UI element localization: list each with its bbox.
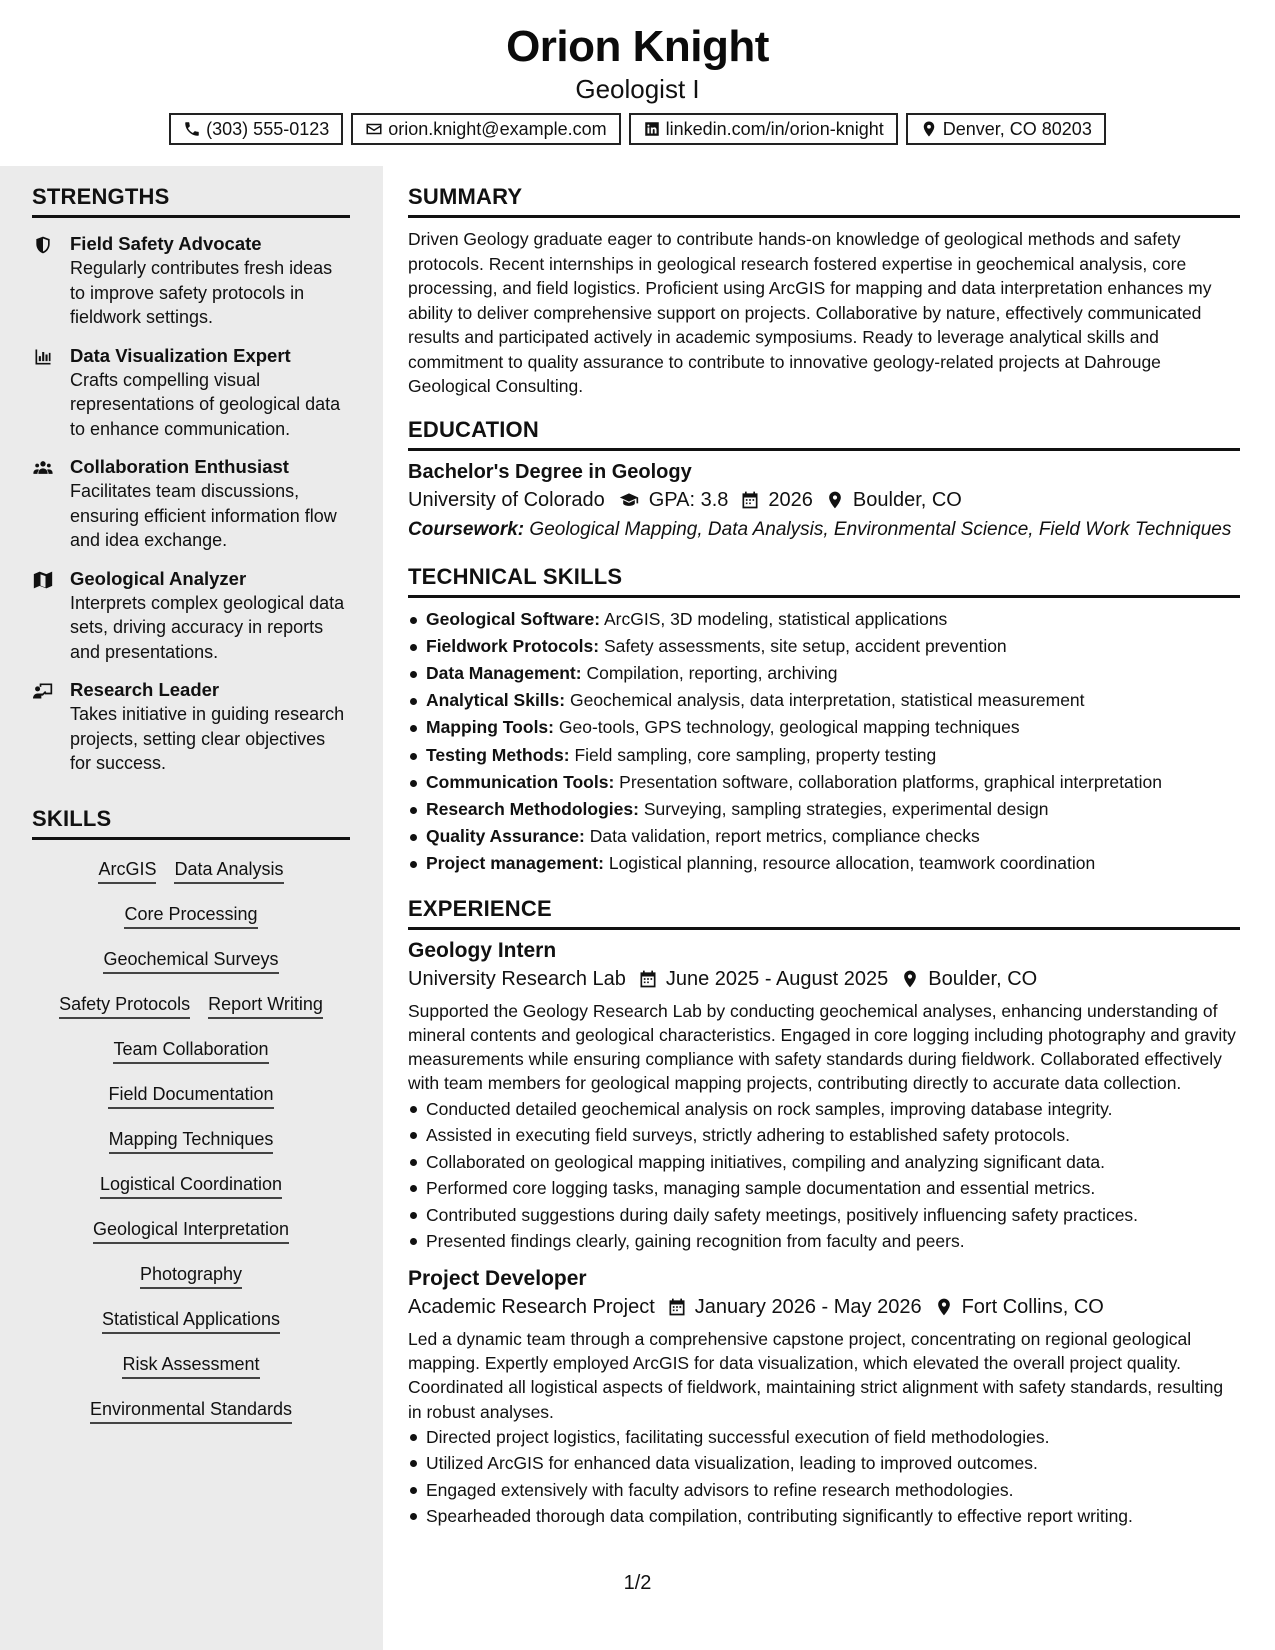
job-description: Supported the Geology Research Lab by conducting geochemical analyses, enhancing understanding of mineral contents and geological characteristics. Engaged in core logging including photography and gravity measurements while ensuring compliance with safety standards during fieldwork. Collaborated effectively with team members for geological mapping projects, contributing directly to accurate data collection. [408, 1000, 1236, 1094]
phone-icon [183, 120, 201, 138]
skill-tag: Risk Assessment [122, 1351, 259, 1379]
list-item: Contributed suggestions during daily safety meetings, positively influencing safety practices. [408, 1202, 1240, 1229]
strengths-section [32, 184, 350, 776]
education-location: Boulder, CO [852, 488, 962, 511]
strength-item [32, 232, 350, 330]
gpa: GPA: 3.8 [648, 488, 729, 511]
contact-email[interactable] [351, 113, 620, 145]
strengths-heading: STRENGTHS [32, 184, 350, 218]
map-pin-icon [825, 490, 845, 510]
degree-title: Bachelor's Degree in Geology [408, 460, 692, 483]
job-description: Led a dynamic team through a comprehensive capstone project, concentrating on regional geological mapping. Expertly employed ArcGIS for data visualization, which elevated the overall project quality. Coordinated all logistical aspects of fieldwork, maintaining strict alignment with safety standards, resulting in robust analyses. [408, 1328, 1224, 1422]
list-item [408, 660, 1240, 687]
map-icon [32, 570, 54, 590]
list-item: Assisted in executing field surveys, strictly adhering to established safety protocols. [408, 1122, 1240, 1149]
list-item: Conducted detailed geochemical analysis on rock samples, improving database integrity. [408, 1096, 1240, 1123]
map-pin-icon [920, 120, 938, 138]
job-title: Geology Intern [408, 938, 557, 962]
skill-value: Surveying, sampling strategies, experimental design [643, 798, 1049, 819]
coursework-list: Geological Mapping, Data Analysis, Environmental Science, Field Work Techniques [529, 518, 1232, 540]
shield-icon [32, 235, 54, 255]
contact-linkedin[interactable] [629, 113, 898, 145]
skill-tag: Geochemical Surveys [103, 946, 278, 974]
strength-desc: Regularly contributes fresh ideas to improve safety protocols in fieldwork settings. [70, 258, 333, 327]
bar-chart-icon [32, 347, 54, 367]
list-item [408, 714, 1240, 741]
list-item: Utilized ArcGIS for enhanced data visualization, leading to improved outcomes. [408, 1450, 1240, 1477]
skill-tag: Team Collaboration [113, 1036, 268, 1064]
candidate-name: Orion Knight [506, 22, 769, 71]
candidate-title: Geologist I [575, 74, 700, 104]
summary-text: Driven Geology graduate eager to contribute hands-on knowledge of geological methods and safety protocols. Recent internships in geological research fostered expertise in geochemical analysis, core processing, and field logistics. Proficient using ArcGIS for mapping and data interpretation enhances my ability to deliver comprehensive support on projects. Collaborative by nature, effectively communicated results and participated actively in academic symposiums. Ready to leverage analytical skills and commitment to quality assurance to contribute to innovative geology-related projects at Dahrouge Geological Consulting. [408, 229, 1212, 396]
skill-value: Compilation, reporting, archiving [586, 662, 838, 683]
list-item [408, 687, 1240, 714]
skill-label: Quality Assurance: [426, 826, 585, 847]
skills-list [32, 856, 350, 1441]
summary-heading: SUMMARY [408, 184, 1240, 218]
skill-tag: Field Documentation [108, 1081, 273, 1109]
technical-skills-heading: TECHNICAL SKILLS [408, 564, 1240, 598]
strength-title: Collaboration Enthusiast [70, 456, 289, 477]
skill-tag: Photography [140, 1261, 242, 1289]
list-item [408, 823, 1240, 850]
job-entry [408, 939, 1240, 1255]
list-item: Collaborated on geological mapping initiatives, compiling and analyzing significant data. [408, 1149, 1240, 1176]
strength-title: Data Visualization Expert [70, 344, 291, 366]
job-org: Academic Research Project [408, 1295, 655, 1318]
strength-item [32, 678, 350, 776]
list-item: Spearheaded thorough data compilation, contributing significantly to effective report writing. [408, 1503, 1240, 1530]
calendar-icon [740, 490, 760, 510]
skills-heading: SKILLS [32, 806, 350, 840]
contact-linkedin-text: linkedin.com/in/orion-knight [665, 118, 884, 139]
strength-item [32, 455, 350, 553]
main-column [383, 166, 1275, 1650]
skill-tag: Safety Protocols [59, 991, 190, 1019]
contact-phone[interactable] [169, 113, 343, 145]
skill-value: Geo-tools, GPS technology, geological mapping techniques [558, 717, 1020, 738]
map-pin-icon [934, 1297, 954, 1317]
experience-section [408, 896, 1240, 1530]
list-item [408, 606, 1240, 633]
job-bullets [408, 1424, 1240, 1530]
graduation-cap-icon [617, 490, 641, 510]
skill-tag: Logistical Coordination [100, 1171, 282, 1199]
contact-location[interactable] [906, 113, 1106, 145]
page-number: 1/2 [623, 1572, 652, 1594]
strength-title: Research Leader [70, 679, 220, 700]
strength-title: Field Safety Advocate [70, 233, 262, 254]
skill-value: ArcGIS, 3D modeling, statistical applications [603, 608, 948, 629]
skill-value: Geochemical analysis, data interpretation, statistical measurement [569, 690, 1085, 711]
sidebar [0, 166, 383, 1650]
job-dates: January 2026 - May 2026 [694, 1295, 922, 1318]
job-location: Boulder, CO [928, 967, 1038, 990]
skill-label: Fieldwork Protocols: [426, 635, 600, 656]
contact-bar [0, 113, 1275, 145]
resume-header [0, 0, 1275, 166]
skills-section [32, 806, 350, 1441]
skill-label: Research Methodologies: [426, 798, 639, 819]
skill-tag: Report Writing [208, 991, 323, 1019]
skill-label: Geological Software: [426, 608, 601, 629]
strength-title: Geological Analyzer [70, 567, 247, 589]
list-item [408, 796, 1240, 823]
experience-heading: EXPERIENCE [408, 896, 1240, 930]
contact-email-text: orion.knight@example.com [388, 118, 607, 139]
strength-item [32, 344, 350, 442]
skill-label: Communication Tools: [426, 771, 615, 792]
education-meta [408, 489, 1240, 512]
summary-section [408, 184, 1240, 399]
education-heading: EDUCATION [408, 417, 1240, 451]
school-name: University of Colorado [408, 488, 605, 511]
job-dates: June 2025 - August 2025 [665, 967, 889, 990]
skill-label: Analytical Skills: [426, 690, 566, 711]
graduation-year: 2026 [768, 488, 813, 511]
linkedin-icon [643, 120, 661, 138]
skill-value: Presentation software, collaboration platforms, graphical interpretation [619, 771, 1162, 792]
skill-tag: ArcGIS [98, 856, 156, 884]
technical-skills-list [408, 606, 1240, 878]
presenter-icon [32, 681, 54, 701]
skill-label: Mapping Tools: [426, 717, 554, 738]
coursework [408, 518, 1240, 542]
contact-location-text: Denver, CO 80203 [942, 118, 1092, 139]
education-section [408, 417, 1240, 542]
list-item [408, 769, 1240, 796]
skill-value: Data validation, report metrics, compliance checks [589, 826, 980, 847]
list-item: Performed core logging tasks, managing sample documentation and essential metrics. [408, 1175, 1240, 1202]
skill-tag: Mapping Techniques [109, 1126, 274, 1154]
skill-tag: Data Analysis [174, 856, 283, 884]
envelope-icon [365, 120, 383, 138]
technical-skills-section [408, 564, 1240, 878]
calendar-icon [667, 1297, 687, 1317]
job-meta [408, 968, 1240, 991]
skill-tag: Geological Interpretation [93, 1216, 289, 1244]
map-pin-icon [900, 969, 920, 989]
skill-label: Project management: [426, 853, 604, 874]
list-item [408, 742, 1240, 769]
skill-tag: Statistical Applications [102, 1306, 280, 1334]
list-item: Presented findings clearly, gaining recognition from faculty and peers. [408, 1228, 1240, 1255]
job-meta [408, 1296, 1240, 1319]
skill-tag: Environmental Standards [90, 1396, 292, 1424]
job-title: Project Developer [408, 1266, 587, 1290]
job-location: Fort Collins, CO [961, 1295, 1104, 1318]
strength-desc: Facilitates team discussions, ensuring efficient information flow and idea exchange. [70, 481, 337, 550]
strength-desc: Interprets complex geological data sets, driving accuracy in reports and presentations. [70, 592, 345, 662]
job-org: University Research Lab [408, 967, 626, 990]
job-entry [408, 1267, 1240, 1530]
skill-tag: Core Processing [124, 901, 257, 929]
strength-desc: Crafts compelling visual representations of geological data to enhance communication. [70, 369, 341, 439]
strength-desc: Takes initiative in guiding research projects, setting clear objectives for success. [70, 704, 345, 773]
skill-label: Testing Methods: [426, 744, 570, 765]
job-bullets [408, 1096, 1240, 1255]
skill-value: Field sampling, core sampling, property testing [574, 744, 937, 765]
skill-label: Data Management: [426, 662, 582, 683]
contact-phone-text: (303) 555-0123 [206, 118, 330, 139]
list-item [408, 850, 1240, 877]
strength-item [32, 567, 350, 665]
list-item: Directed project logistics, facilitating successful execution of field methodologies. [408, 1424, 1240, 1451]
skill-value: Safety assessments, site setup, accident prevention [603, 635, 1007, 656]
users-icon [32, 458, 54, 478]
list-item [408, 633, 1240, 660]
list-item: Engaged extensively with faculty advisors to refine research methodologies. [408, 1477, 1240, 1504]
coursework-label: Coursework: [408, 518, 525, 540]
skill-value: Logistical planning, resource allocation, teamwork coordination [608, 853, 1096, 874]
calendar-icon [638, 969, 658, 989]
